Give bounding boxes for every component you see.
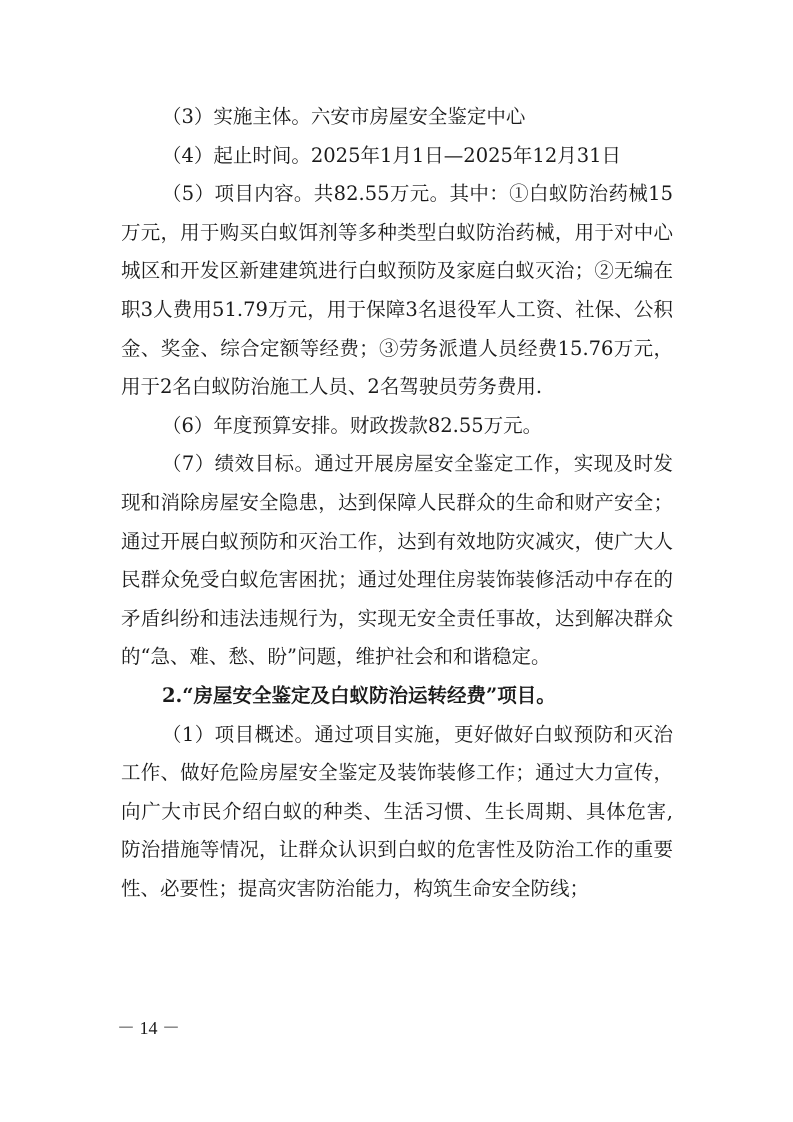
paragraph-implementing-entity: （3）实施主体。六安市房屋安全鉴定中心 [161,105,526,128]
page-number: － 14 － [117,1018,180,1038]
paragraph-performance-goals: （7）绩效目标。通过开展房屋安全鉴定工作，实现及时发现和消除房屋安全隐患，达到保障人民群众的生命和财产安全；通过开展白蚁预防和灭治工作，达到有效地防灾减灾，使广大人民群众免受白蚁危害困扰；通过处理住房装饰装修活动中存在的矛盾纠纷和违法违规行为，实现无安全责任事故，达到解决群众的“急、难、愁、盼”问题，维护社会和和谐稳定。 [121,452,673,669]
section-heading-project-2: 2.“房屋安全鉴定及白蚁防治运转经费”项目。 [161,683,556,707]
paragraph-project-content: （5）项目内容。共82.55万元。其中：①白蚁防治药械15万元，用于购买白蚁饵剂等多种类型白蚁防治药械，用于对中心城区和开发区新建建筑进行白蚁预防及家庭白蚁灭治；②无编在职3人费用51.79万元，用于保障3名退役军人工资、社保、公积金、奖金、综合定额等经费；③劳务派遣人员经费15.76万元，用于2名白蚁防治施工人员、2名驾驶员劳务费用. [121,182,673,399]
paragraph-time-period: （4）起止时间。2025年1月1日—2025年12月31日 [161,143,622,167]
paragraph-project-overview: （1）项目概述。通过项目实施，更好做好白蚁预防和灭治工作、做好危险房屋安全鉴定及装饰装修工作；通过大力宣传，向广大市民介绍白蚁的种类、生活习惯、生长周期、具体危害,防治措施等情况，让群众认识到白蚁的危害性及防治工作的重要性、必要性；提高灾害防治能力，构筑生命安全防线； [121,722,673,900]
document-body [121,98,673,908]
paragraph-annual-budget: （6）年度预算安排。财政拨款82.55万元。 [161,413,543,437]
